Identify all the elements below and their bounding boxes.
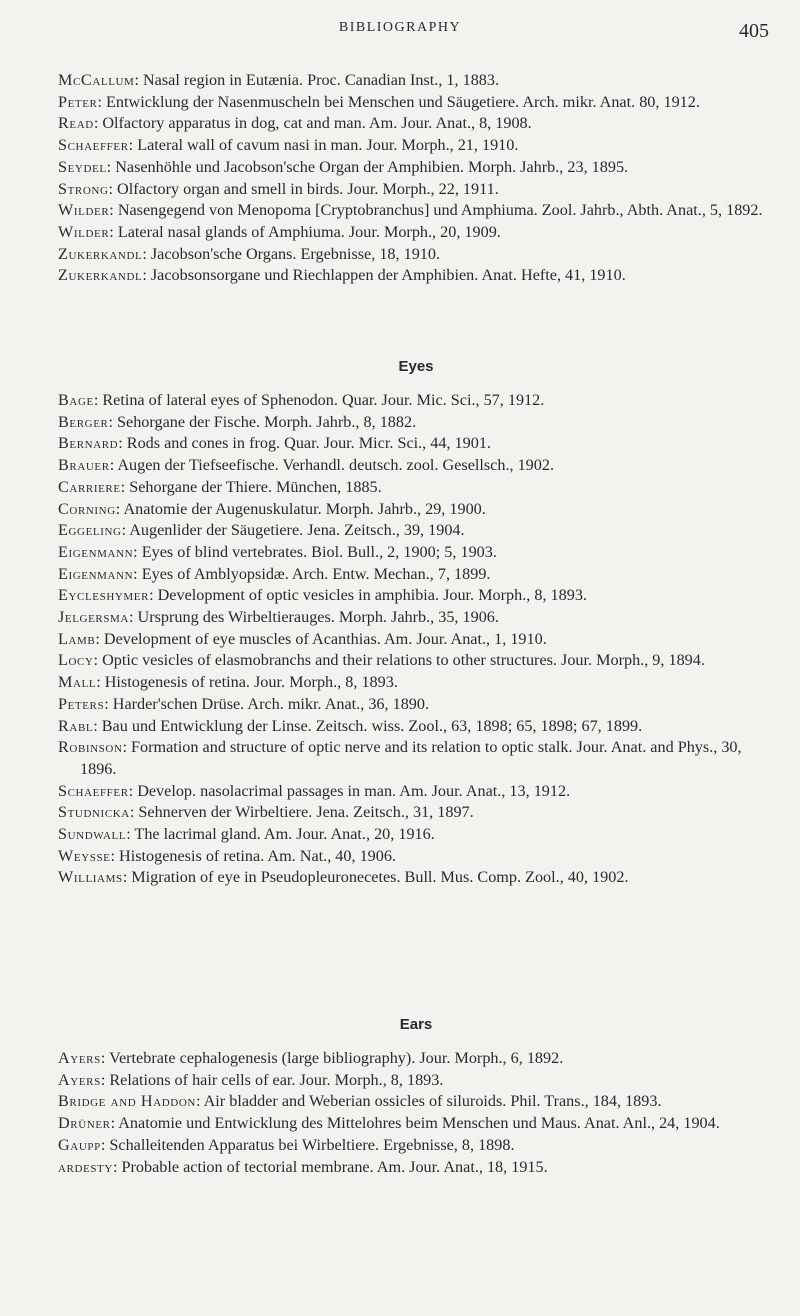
entry-text: Lateral nasal glands of Amphiuma. Jour. Morph., 20, 1909. bbox=[117, 222, 501, 241]
bibliography-entry: Eggeling: Augenlider der Säugetiere. Jena. Zeitsch., 39, 1904. bbox=[58, 521, 465, 540]
entry-author: Bage bbox=[58, 391, 94, 409]
bibliography-entry: Seydel: Nasenhöhle und Jacobson'sche Organ der Amphibien. Morph. Jahrb., 23, 1895. bbox=[58, 157, 629, 176]
entry-author: Jelgersma bbox=[58, 608, 129, 627]
entry-author: Brauer bbox=[58, 456, 110, 475]
entry-text: Augen der Tiefseefische. Verhandl. deutsch. zool. Gesellsch., 1902. bbox=[117, 456, 555, 475]
bibliography-entry: Peters: Harder'schen Drüse. Arch. mikr. Anat., 36, 1890. bbox=[58, 694, 430, 713]
bibliography-entry: Lamb: Development of eye muscles of Acanthias. Am. Jour. Anat., 1, 1910. bbox=[58, 629, 547, 648]
bibliography-entry: Weysse: Histogenesis of retina. Am. Nat., 40, 1906. bbox=[58, 846, 396, 865]
entry-author: Eycleshymer bbox=[58, 586, 150, 605]
page-number: 405 bbox=[739, 20, 769, 42]
entry-text: Histogenesis of retina. Am. Nat., 40, 1906. bbox=[119, 846, 396, 865]
entry-text: The lacrimal gland. Am. Jour. Anat., 20, 1916. bbox=[134, 825, 435, 844]
running-head: BIBLIOGRAPHY bbox=[338, 20, 462, 35]
entry-author: Peter bbox=[58, 92, 98, 111]
entry-text: Nasal region in Eutænia. Proc. Canadian Inst., 1, 1883. bbox=[142, 71, 500, 89]
bibliography-entry: Ayers: Vertebrate cephalogenesis (large bibliography). Jour. Morph., 6, 1892. bbox=[58, 1049, 564, 1067]
entry-author: Carriere bbox=[58, 477, 121, 496]
entry-author: Eggeling bbox=[58, 521, 122, 540]
entry-text: Anatomie der Augenuskulatur. Morph. Jahrb., 29, 1900. bbox=[123, 499, 486, 518]
section-heading: Ears bbox=[399, 1016, 433, 1033]
entry-text: Sehorgane der Fische. Morph. Jahrb., 8, 1882. bbox=[117, 412, 417, 431]
entry-text: Air bladder and Weberian ossicles of siluroids. Phil. Trans., 184, 1893. bbox=[203, 1092, 662, 1111]
bibliography-entry: Wilder: Lateral nasal glands of Amphiuma. Jour. Morph., 20, 1909. bbox=[58, 222, 501, 241]
bibliography-entry: Williams: Migration of eye in Pseudopleuronecetes. Bull. Mus. Comp. Zool., 40, 1902. bbox=[58, 868, 629, 887]
bibliography-entry: Peter: Entwicklung der Nasenmuscheln bei Menschen und Säugetiere. Arch. mikr. Anat. 80, 1912. bbox=[58, 92, 700, 111]
bibliography-entry: Robinson: Formation and structure of optic nerve and its relation to optic stalk. Jour. Anat. and Phys., 30, 1896. bbox=[58, 738, 742, 778]
entry-text: Develop. nasolacrimal passages in man. Am. Jour. Anat., 13, 1912. bbox=[137, 781, 571, 800]
entry-text: Sehnerven der Wirbeltiere. Jena. Zeitsch., 31, 1897. bbox=[138, 803, 474, 822]
entry-text: Relations of hair cells of ear. Jour. Morph., 8, 1893. bbox=[109, 1070, 444, 1089]
bibliography-entry: Bernard: Rods and cones in frog. Quar. Jour. Micr. Sci., 44, 1901. bbox=[58, 434, 491, 453]
bibliography-entry: Strong: Olfactory organ and smell in birds. Jour. Morph., 22, 1911. bbox=[58, 179, 499, 198]
bibliography-entry: Eigenmann: Eyes of Amblyopsidæ. Arch. Entw. Mechan., 7, 1899. bbox=[58, 564, 491, 583]
entry-author: Eigenmann bbox=[58, 542, 134, 561]
entry-text: Lateral wall of cavum nasi in man. Jour. Morph., 21, 1910. bbox=[137, 136, 519, 155]
entry-text: Development of eye muscles of Acanthias. Am. Jour. Anat., 1, 1910. bbox=[103, 629, 547, 648]
bibliography-entry: Brauer: Augen der Tiefseefische. Verhandl. deutsch. zool. Gesellsch., 1902. bbox=[58, 456, 555, 475]
bibliography-entry: Carriere: Sehorgane der Thiere. München, 1885. bbox=[58, 477, 382, 496]
entry-author: Eigenmann bbox=[58, 564, 134, 583]
bibliography-entry: Zukerkandl: Jacobsonsorgane und Riechlappen der Amphibien. Anat. Hefte, 41, 1910. bbox=[58, 266, 626, 285]
entry-text: Optic vesicles of elasmobranchs and their relations to other structures. Jour. Morph., 9, 1894. bbox=[102, 651, 705, 670]
bibliography-entry: Drüner: Anatomie und Entwicklung des Mittelohres beim Menschen und Maus. Anat. Anl., 24, 1904. bbox=[58, 1114, 720, 1133]
entry-author: Schaeffer bbox=[58, 781, 129, 800]
entry-author: Lamb bbox=[58, 629, 96, 648]
entry-text: Probable action of tectorial membrane. Am. Jour. Anat., 18, 1915. bbox=[121, 1157, 548, 1176]
entry-text: Jacobson'sche Organs. Ergebnisse, 18, 1910. bbox=[150, 244, 441, 263]
bibliography-entry: McCallum: Nasal region in Eutænia. Proc. Canadian Inst., 1, 1883. bbox=[58, 71, 500, 89]
bibliography-entry: Gaupp: Schalleitenden Apparatus bei Wirbeltiere. Ergebnisse, 8, 1898. bbox=[58, 1135, 515, 1154]
entry-author: Zukerkandl bbox=[58, 266, 143, 285]
bibliography-entry: Bridge and Haddon: Air bladder and Weberian ossicles of siluroids. Phil. Trans., 184, 1893. bbox=[58, 1092, 662, 1111]
bibliography-entry: Jelgersma: Ursprung des Wirbeltierauges. Morph. Jahrb., 35, 1906. bbox=[58, 608, 499, 627]
bibliography-entry: Berger: Sehorgane der Fische. Morph. Jahrb., 8, 1882. bbox=[58, 412, 417, 431]
entry-author: ardesty bbox=[58, 1157, 113, 1176]
bibliography-entry: Schaeffer: Develop. nasolacrimal passages in man. Am. Jour. Anat., 13, 1912. bbox=[58, 781, 571, 800]
entry-author: Gaupp bbox=[58, 1135, 101, 1154]
entry-author: Zukerkandl bbox=[58, 244, 143, 263]
bibliography-entry: Rabl: Bau und Entwicklung der Linse. Zeitsch. wiss. Zool., 63, 1898; 65, 1898; 67, 1899. bbox=[58, 716, 643, 735]
entry-author: Wilder bbox=[58, 222, 110, 241]
entry-author: Weysse bbox=[58, 846, 111, 865]
bibliography-entry: Mall: Histogenesis of retina. Jour. Morph., 8, 1893. bbox=[58, 673, 398, 692]
entry-author: Sundwall bbox=[58, 825, 127, 844]
entry-author: Strong bbox=[58, 179, 109, 198]
entry-author: McCallum bbox=[58, 71, 135, 89]
entry-author: Wilder bbox=[58, 201, 110, 220]
bibliography-section-nose bbox=[58, 70, 774, 287]
section-heading: Eyes bbox=[398, 358, 434, 375]
entry-text: Anatomie und Entwicklung des Mittelohres beim Menschen und Maus. Anat. Anl., 24, 1904. bbox=[118, 1114, 720, 1133]
entry-author: Schaeffer bbox=[58, 136, 129, 155]
bibliography-entry: Read: Olfactory apparatus in dog, cat and man. Am. Jour. Anat., 8, 1908. bbox=[58, 114, 532, 133]
entry-author: Rabl bbox=[58, 716, 94, 735]
entry-author: Read bbox=[58, 114, 94, 133]
entry-author: Ayers bbox=[58, 1049, 101, 1067]
bibliography-entry: Corning: Anatomie der Augenuskulatur. Morph. Jahrb., 29, 1900. bbox=[58, 499, 486, 518]
bibliography-entry: Studnicka: Sehnerven der Wirbeltiere. Jena. Zeitsch., 31, 1897. bbox=[58, 803, 474, 822]
entry-author: Ayers bbox=[58, 1070, 101, 1089]
entry-text: Eyes of Amblyopsidæ. Arch. Entw. Mechan., 7, 1899. bbox=[141, 564, 491, 583]
bibliography-entry: Bage: Retina of lateral eyes of Sphenodon. Quar. Jour. Mic. Sci., 57, 1912. bbox=[58, 391, 545, 409]
entry-text: Olfactory organ and smell in birds. Jour. Morph., 22, 1911. bbox=[117, 179, 499, 198]
entry-author: Peters bbox=[58, 694, 105, 713]
bibliography-entry: Zukerkandl: Jacobson'sche Organs. Ergebnisse, 18, 1910. bbox=[58, 244, 441, 263]
entry-author: Berger bbox=[58, 412, 109, 431]
bibliography-entry: Sundwall: The lacrimal gland. Am. Jour. Anat., 20, 1916. bbox=[58, 825, 435, 844]
bibliography-entry: Eycleshymer: Development of optic vesicles in amphibia. Jour. Morph., 8, 1893. bbox=[58, 586, 587, 605]
bibliography-section-ears bbox=[58, 1016, 774, 1178]
entry-text: Ursprung des Wirbeltierauges. Morph. Jahrb., 35, 1906. bbox=[137, 608, 499, 627]
entry-text: Bau und Entwicklung der Linse. Zeitsch. wiss. Zool., 63, 1898; 65, 1898; 67, 1899. bbox=[101, 716, 643, 735]
bibliography-entry: Wilder: Nasengegend von Menopoma [Cryptobranchus] und Amphiuma. Zool. Jahrb., Abth. Anat., 5, 1892. bbox=[58, 201, 763, 220]
entry-author: Seydel bbox=[58, 157, 107, 176]
entry-text: Formation and structure of optic nerve and its relation to optic stalk. Jour. Anat. and Phys., 30, 1896. bbox=[80, 738, 742, 778]
bibliography-entry: Ayers: Relations of hair cells of ear. Jour. Morph., 8, 1893. bbox=[58, 1070, 444, 1089]
bibliography-entry: ardesty: Probable action of tectorial membrane. Am. Jour. Anat., 18, 1915. bbox=[58, 1157, 548, 1176]
entry-author: Studnicka bbox=[58, 803, 130, 822]
entry-text: Nasenhöhle und Jacobson'sche Organ der Amphibien. Morph. Jahrb., 23, 1895. bbox=[115, 157, 629, 176]
entry-author: Drüner bbox=[58, 1114, 111, 1133]
bibliography-entry: Eigenmann: Eyes of blind vertebrates. Biol. Bull., 2, 1900; 5, 1903. bbox=[58, 542, 497, 561]
entry-text: Augenlider der Säugetiere. Jena. Zeitsch., 39, 1904. bbox=[129, 521, 465, 540]
entry-author: Williams bbox=[58, 868, 123, 887]
entry-author: Bridge and Haddon bbox=[58, 1092, 196, 1111]
entry-text: Retina of lateral eyes of Sphenodon. Quar. Jour. Mic. Sci., 57, 1912. bbox=[102, 391, 545, 409]
entry-text: Migration of eye in Pseudopleuronecetes. Bull. Mus. Comp. Zool., 40, 1902. bbox=[131, 868, 629, 887]
entry-text: Schalleitenden Apparatus bei Wirbeltiere. Ergebnisse, 8, 1898. bbox=[109, 1135, 515, 1154]
entry-text: Development of optic vesicles in amphibia. Jour. Morph., 8, 1893. bbox=[157, 586, 587, 605]
entry-author: Locy bbox=[58, 651, 94, 670]
entry-author: Mall bbox=[58, 673, 97, 692]
entry-text: Sehorgane der Thiere. München, 1885. bbox=[129, 477, 382, 496]
entry-text: Harder'schen Drüse. Arch. mikr. Anat., 36, 1890. bbox=[112, 694, 430, 713]
entry-author: Bernard bbox=[58, 434, 119, 453]
bibliography-section-eyes bbox=[58, 358, 774, 889]
bibliography-entry: Schaeffer: Lateral wall of cavum nasi in man. Jour. Morph., 21, 1910. bbox=[58, 136, 519, 155]
entry-text: Eyes of blind vertebrates. Biol. Bull., 2, 1900; 5, 1903. bbox=[141, 542, 497, 561]
entry-text: Histogenesis of retina. Jour. Morph., 8, 1893. bbox=[104, 673, 398, 692]
entry-author: Robinson bbox=[58, 738, 123, 757]
entry-text: Vertebrate cephalogenesis (large bibliography). Jour. Morph., 6, 1892. bbox=[109, 1049, 564, 1067]
entry-text: Olfactory apparatus in dog, cat and man. Am. Jour. Anat., 8, 1908. bbox=[102, 114, 532, 133]
bibliography-entry: Locy: Optic vesicles of elasmobranchs and their relations to other structures. Jour. Morph., 9, 1894. bbox=[58, 651, 705, 670]
entry-text: Nasengegend von Menopoma [Cryptobranchus] und Amphiuma. Zool. Jahrb., Abth. Anat., 5, 1892. bbox=[117, 201, 763, 220]
entry-author: Corning bbox=[58, 499, 116, 518]
entry-text: Rods and cones in frog. Quar. Jour. Micr. Sci., 44, 1901. bbox=[126, 434, 491, 453]
entry-text: Jacobsonsorgane und Riechlappen der Amphibien. Anat. Hefte, 41, 1910. bbox=[150, 266, 626, 285]
entry-text: Entwicklung der Nasenmuscheln bei Menschen und Säugetiere. Arch. mikr. Anat. 80, 1912. bbox=[106, 92, 700, 111]
